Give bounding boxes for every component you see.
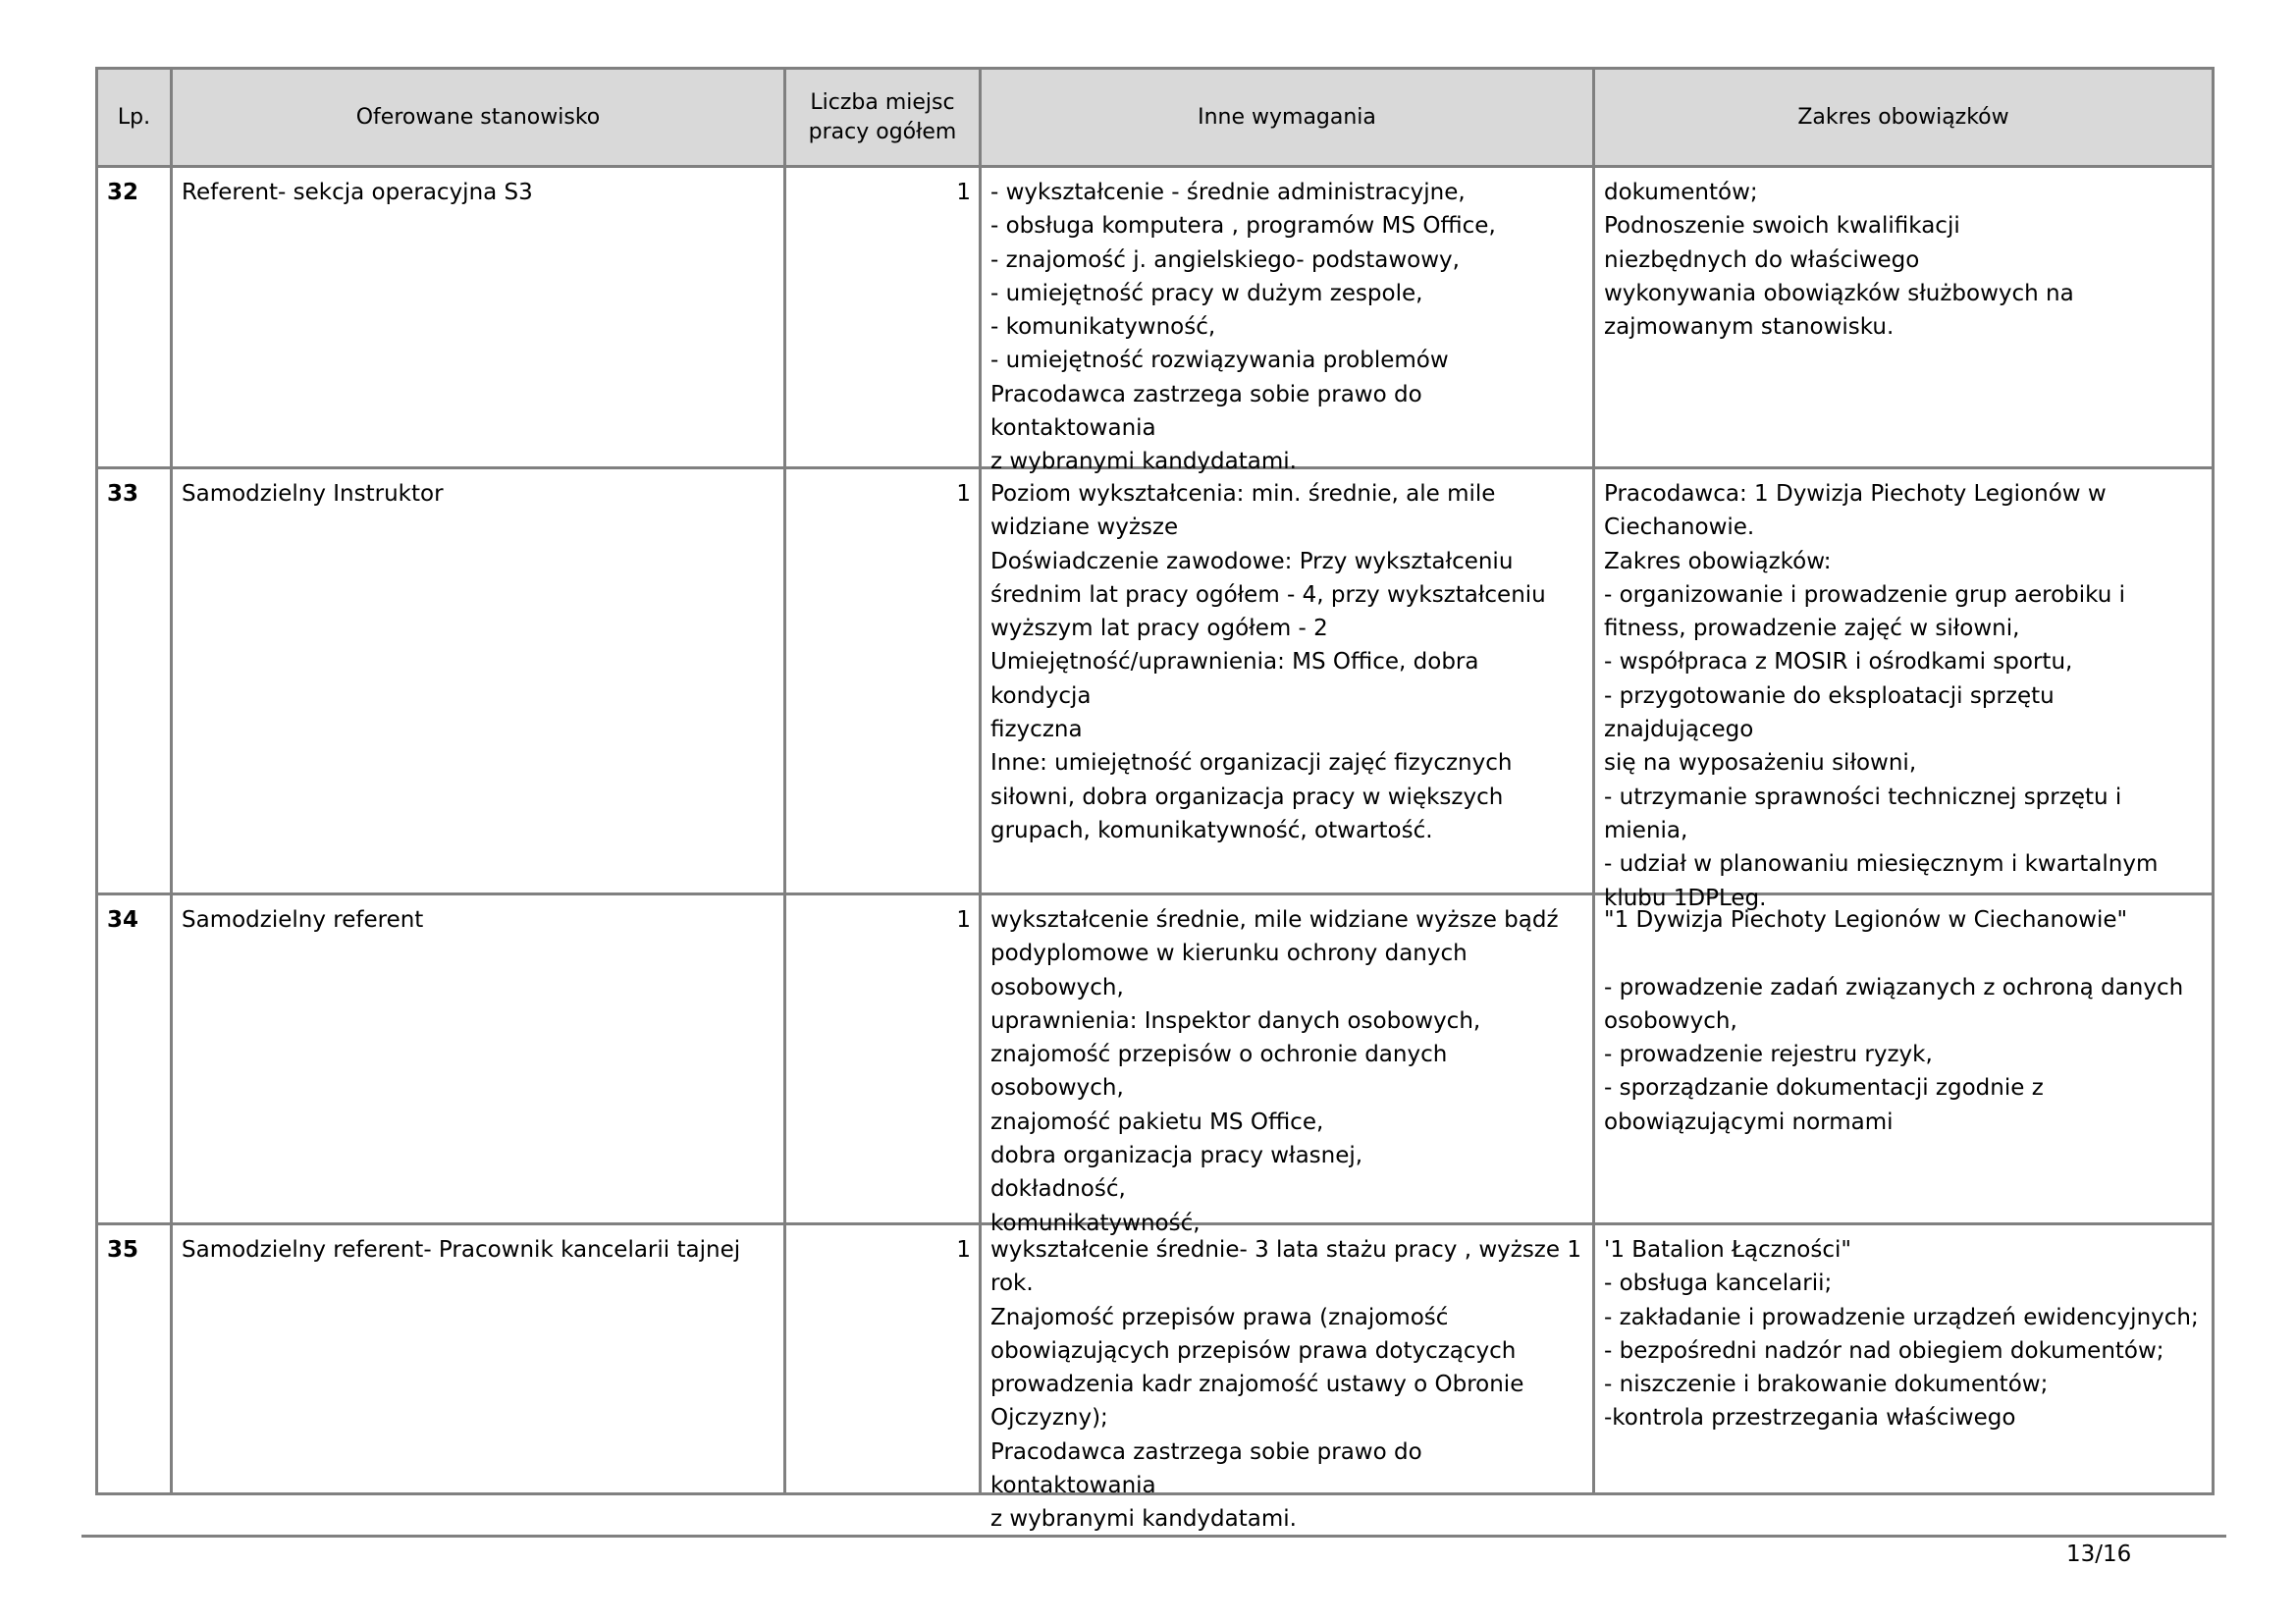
footer-divider [81,1535,2226,1538]
header-wymagania: Inne wymagania [981,69,1594,167]
cell-obowiazki [1594,167,2214,468]
cell-liczba [785,1224,981,1494]
cell-wymagania [981,468,1594,894]
cell-wymagania [981,167,1594,475]
requirements-text: - wykształcenie - średnie administracyjne, - obsługa komputera , programów MS Office, - znajomość j. angielskiego- podstawowy, - umiejętność pracy w dużym zespole, - komunikatywność, - umiejętność rozwiązywania problemów Pracodawca zastrzega sobie prawo do kontaktowania z wybranymi kandydatami. [990,180,1496,475]
cell-stanowisko [172,167,785,468]
lp-value: 34 [107,907,139,933]
position-name: Samodzielny referent [182,907,424,933]
cell-lp [97,468,172,894]
positions-count: 1 [956,180,971,205]
requirements-text: wykształcenie średnie, mile widziane wyższe bądź podyplomowe w kierunku ochrony danych osobowych, uprawnienia: Inspektor danych osobowych, znajomość przepisów o ochronie danych osobowych, znajomość pakietu MS Office, dobra organizacja pracy własnej, dokładność, komunikatywność, [990,907,1559,1236]
cell-lp [97,1224,172,1494]
positions-count: 1 [956,481,971,507]
table-row [97,1224,2214,1494]
table-row [97,894,2214,1224]
cell-obowiazki [1594,894,2214,1224]
cell-liczba [785,894,981,1224]
header-lp: Lp. [97,69,172,167]
positions-count: 1 [956,907,971,933]
cell-stanowisko [172,894,785,1224]
requirements-text: wykształcenie średnie- 3 lata stażu pracy , wyższe 1 rok. Znajomość przepisów prawa (znajomość obowiązujących przepisów prawa dotyczących prowadzenia kadr znajomość ustawy o Obronie Ojczyzny); Pracodawca zastrzega sobie prawo do kontaktowania z wybranymi kandydatami. [990,1237,1581,1533]
cell-liczba [785,468,981,894]
lp-value: 32 [107,180,139,205]
cell-stanowisko [172,468,785,894]
position-name: Referent- sekcja operacyjna S3 [182,180,533,205]
cell-liczba [785,167,981,468]
cell-obowiazki [1594,1224,2214,1494]
header-stanowisko: Oferowane stanowisko [172,69,785,167]
header-obowiazki: Zakres obowiązków [1594,69,2214,167]
duties-text: "1 Dywizja Piechoty Legionów w Ciechanowie" - prowadzenie zadań związanych z ochroną danych osobowych, - prowadzenie rejestru ryzyk, - sporządzanie dokumentacji zgodnie z obowiązującymi normami [1604,907,2184,1135]
table-row [97,167,2214,468]
lp-value: 33 [107,481,139,507]
position-name: Samodzielny Instruktor [182,481,444,507]
duties-text: '1 Batalion Łączności" - obsługa kancelarii; - zakładanie i prowadzenie urządzeń ewidencyjnych; - bezpośredni nadzór nad obiegiem dokumentów; - niszczenie i brakowanie dokumentów; -kontrola przestrzegania właściwego [1604,1237,2199,1432]
cell-obowiazki [1594,468,2214,911]
cell-stanowisko [172,1224,785,1494]
cell-wymagania [981,1224,1594,1533]
duties-text: Pracodawca: 1 Dywizja Piechoty Legionów w Ciechanowie. Zakres obowiązków: - organizowanie i prowadzenie grup aerobiku i fitness, prowadzenie zajęć w siłowni, - współpraca z MOSIR i ośrodkami sportu, - przygotowanie do eksploatacji sprzętu znajdującego się na wyposażeniu siłowni, - utrzymanie sprawności technicznej sprzętu i mienia, - udział w planowaniu miesięcznym i kwartalnym klubu 1DPLeg. [1604,481,2159,911]
header-liczba: Liczba miejsc pracy ogółem [785,69,981,167]
duties-text: dokumentów; Podnoszenie swoich kwalifikacji niezbędnych do właściwego wykonywania obowiązków służbowych na zajmowanym stanowisku. [1604,180,2074,341]
cell-lp [97,167,172,468]
requirements-text: Poziom wykształcenia: min. średnie, ale mile widziane wyższe Doświadczenie zawodowe: Przy wykształceniu średnim lat pracy ogółem - 4, przy wykształceniu wyższym lat pracy ogółem - 2 Umiejętność/uprawnienia: MS Office, dobra kondycja fizyczna Inne: umiejętność organizacji zajęć fizycznych siłowni, dobra organizacja pracy w większych grupach, komunikatywność, otwartość. [990,481,1546,843]
position-name: Samodzielny referent- Pracownik kancelarii tajnej [182,1237,741,1263]
table-row [97,468,2214,894]
lp-value: 35 [107,1237,139,1263]
positions-count: 1 [956,1237,971,1263]
cell-wymagania [981,894,1594,1236]
document-table-region [95,67,2212,1533]
table-header-row [97,69,2214,167]
page-number: 13/16 [2066,1542,2132,1567]
job-offers-table [95,67,2215,1533]
cell-lp [97,894,172,1224]
